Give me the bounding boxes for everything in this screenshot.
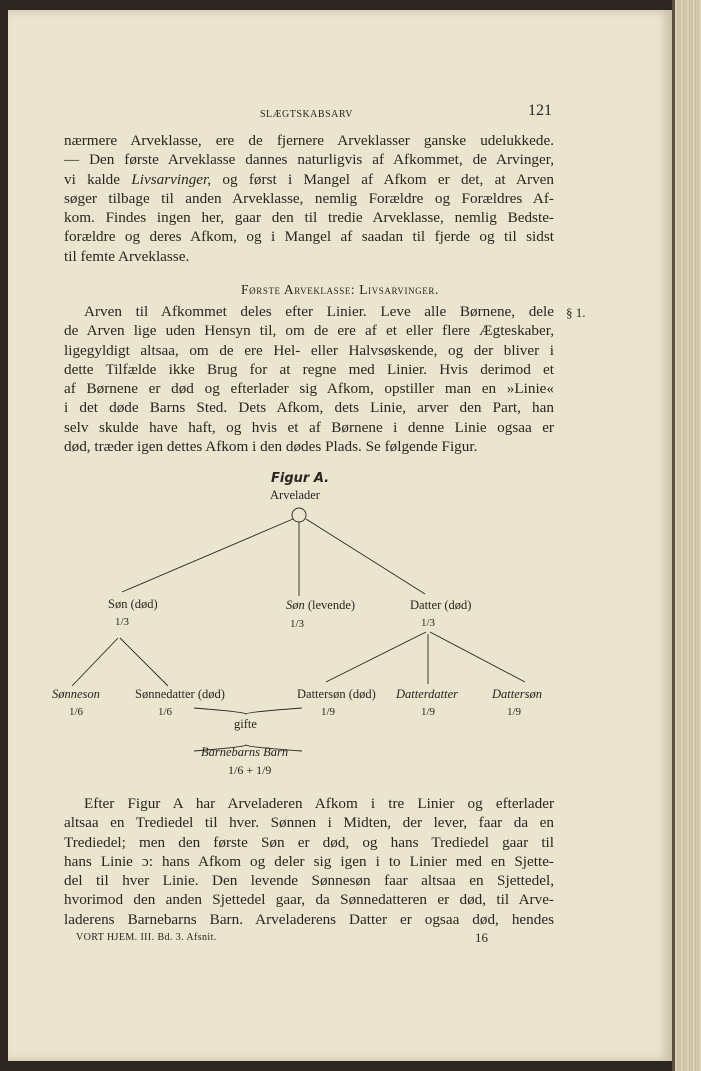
text-line: ligegyldigt altsaa, om de ere Hel- eller Halvsøskende, og der bliver i xyxy=(64,341,554,359)
line-son-grandson xyxy=(72,638,118,686)
running-title: SLÆGTSKABSARV xyxy=(260,109,353,120)
text-line: forældre og deres Afkom, og i Mangel af saadan til fjerde og til sidst xyxy=(64,228,554,246)
share-granddaughter: 1/6 xyxy=(158,706,173,718)
brace-married xyxy=(194,708,302,714)
node-great-grandchild: Barnebarns Barn xyxy=(201,745,289,759)
footer-signature: 16 xyxy=(475,930,488,945)
margin-paragraph-mark: § 1. xyxy=(566,305,586,320)
page-number: 121 xyxy=(528,102,552,119)
section-heading: Første Arveklasse: Livsarvinger. xyxy=(241,282,439,297)
text-line: søger tilbage til anden Arveklasse, nemlig Forældre og Forældres Af- xyxy=(64,189,554,207)
footer-publication: VORT HJEM. III. Bd. 3. Afsnit. xyxy=(76,932,217,943)
label-married: gifte xyxy=(234,717,257,731)
node-dgranddaughter: Datterdatter xyxy=(396,687,459,701)
text-line: Trediedel; men den første Søn er død, og hans Trediedel gaar til xyxy=(64,833,554,851)
figure-title: Figur A. xyxy=(271,471,330,486)
node-dgrandson-dead: Dattersøn (død) xyxy=(297,687,376,701)
text-line: de Arven lige uden Hensyn til, om de ere af et eller flere Ægteskaber, xyxy=(64,322,554,340)
root-circle xyxy=(292,508,306,522)
line-root-son xyxy=(122,519,293,592)
text-line: — Den første Arveklasse dannes naturligvis af Afkommet, de Arvinger, xyxy=(64,151,554,169)
share-son-living: 1/3 xyxy=(290,618,305,630)
share-dgrandson: 1/9 xyxy=(321,706,336,718)
line-daughter-dgrandson2 xyxy=(430,632,525,682)
text-line: vi kalde Livsarvinger, og først i Mangel af Afkom er det, at Arven xyxy=(64,170,554,188)
text-line: del til hver Linie. Den levende Sønnesøn faar altsaa en Sjettedel, xyxy=(64,872,554,890)
text-line: altsaa en Trediedel til hver. Sønnen i Midten, der lever, faar da en xyxy=(64,814,554,832)
text-line: Arven til Afkommet deles efter Linier. Leve alle Børnene, dele xyxy=(84,303,554,320)
node-daughter-dead: Datter (død) xyxy=(410,598,472,612)
paragraph-3 xyxy=(64,794,554,929)
line-son-granddaughter xyxy=(120,638,168,686)
text-line: nærmere Arveklasse, ere de fjernere Arveklasser ganske udelukkede. xyxy=(64,132,554,149)
node-granddaughter-dead: Sønnedatter (død) xyxy=(135,687,225,701)
share-grandson: 1/6 xyxy=(69,706,84,718)
share-dgranddaughter: 1/9 xyxy=(421,706,436,718)
node-dgrandson2: Dattersøn xyxy=(492,687,542,701)
node-root: Arvelader xyxy=(270,488,320,502)
book-page xyxy=(8,10,672,1061)
text-line: død, træder igen dettes Afkom i den dødes Plads. Se følgende Figur. xyxy=(64,438,478,456)
text-line: dette Tilfælde ikke Brug for at regne med Linier. Hvis derimod et xyxy=(64,360,554,378)
text-line: hans Linie ɔ: hans Afkom og deler sig igen i to Linier med en Sjette- xyxy=(64,852,554,870)
text-line: hvorimod den anden Sjettedel gaar, da Sønnedatteren er død, til Arve- xyxy=(64,891,554,909)
text-line: selv skulde have haft, og hvis et af Børnene i denne Linie ogsaa er xyxy=(64,418,554,436)
node-son-living: Søn (levende) xyxy=(286,598,356,612)
line-root-daughter xyxy=(306,519,425,594)
share-great-grandchild: 1/6 + 1/9 xyxy=(228,763,272,777)
book-spine xyxy=(672,0,701,1071)
text-line: laderens Barnebarns Barn. Arveladerens Datter er ogsaa død, hendes xyxy=(64,910,554,928)
text-line: til femte Arveklasse. xyxy=(64,247,190,265)
text-line: kom. Findes ingen her, gaar den til tredie Arveklasse, nemlig Bedste- xyxy=(64,209,554,227)
node-son-dead: Søn (død) xyxy=(108,597,158,611)
line-daughter-dgrandson xyxy=(326,632,426,682)
node-grandson: Sønneson xyxy=(52,687,100,701)
text-line: Efter Figur A har Arveladeren Afkom i tre Linier og efterlader xyxy=(84,795,554,812)
text-line: af Børnene er død og efterlader sig Afkom, opstiller man en »Linie« xyxy=(64,380,554,398)
text-line: i det døde Barns Sted. Dets Afkom, dets Linie, arver den Part, han xyxy=(64,399,554,417)
share-dgrandson2: 1/9 xyxy=(507,706,522,718)
page-edge xyxy=(672,0,675,1071)
share-daughter-dead: 1/3 xyxy=(421,617,436,629)
share-son-dead: 1/3 xyxy=(115,616,130,628)
